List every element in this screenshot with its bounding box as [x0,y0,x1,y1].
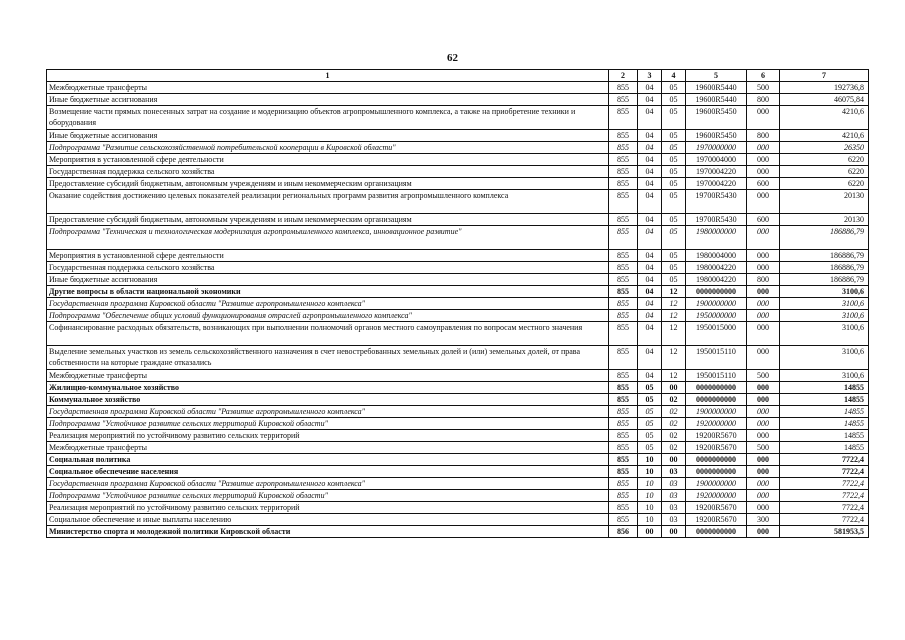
table-row [47,430,869,442]
row-ved-cell: 855 [609,130,638,142]
table-row [47,466,869,478]
row-ved-cell: 855 [609,406,638,418]
row-pr-cell: 05 [662,94,686,106]
row-csr-cell: 1950015110 [686,346,747,370]
row-name-cell: Межбюджетные трансферты [47,82,609,94]
row-rz-cell: 04 [638,262,662,274]
row-csr-cell: 0000000000 [686,394,747,406]
row-csr-cell: 1970004220 [686,178,747,190]
row-pr-cell: 05 [662,262,686,274]
header-cell: 3 [638,70,662,82]
table-row [47,418,869,430]
row-pr-cell: 12 [662,310,686,322]
row-sum-cell: 3100,6 [780,370,869,382]
row-ved-cell: 855 [609,166,638,178]
table-row [47,370,869,382]
table-row [47,154,869,166]
row-sum-cell: 14855 [780,394,869,406]
table-row [47,298,869,310]
row-csr-cell: 19600R5440 [686,82,747,94]
row-vr-cell: 000 [747,406,780,418]
row-sum-cell: 14855 [780,418,869,430]
row-ved-cell: 855 [609,142,638,154]
row-pr-cell: 12 [662,346,686,370]
row-ved-cell: 855 [609,346,638,370]
row-csr-cell: 1920000000 [686,490,747,502]
row-ved-cell: 855 [609,226,638,250]
table-row [47,346,869,370]
table-header-row [47,70,869,82]
row-pr-cell: 00 [662,382,686,394]
row-csr-cell: 1900000000 [686,406,747,418]
row-rz-cell: 04 [638,310,662,322]
row-csr-cell: 1900000000 [686,478,747,490]
row-name-cell: Социальное обеспечение населения [47,466,609,478]
row-pr-cell: 12 [662,370,686,382]
row-ved-cell: 855 [609,286,638,298]
row-name-cell: Государственная программа Кировской области "Развитие агропромышленного комплекса" [47,478,609,490]
row-rz-cell: 04 [638,322,662,346]
row-csr-cell: 19600R5450 [686,106,747,130]
row-sum-cell: 186886,79 [780,226,869,250]
row-csr-cell: 19600R5450 [686,130,747,142]
row-vr-cell: 000 [747,322,780,346]
page-number: 62 [447,52,458,64]
row-name-cell: Предоставление субсидий бюджетным, автономным учреждениям и иным некоммерческим организациям [47,214,609,226]
row-ved-cell: 855 [609,214,638,226]
row-vr-cell: 000 [747,502,780,514]
row-pr-cell: 05 [662,130,686,142]
row-csr-cell: 19200R5670 [686,442,747,454]
row-rz-cell: 05 [638,394,662,406]
row-sum-cell: 581953,5 [780,526,869,538]
row-vr-cell: 000 [747,394,780,406]
row-name-cell: Подпрограмма "Развитие сельскохозяйственной потребительской кооперации в Кировской области" [47,142,609,154]
row-ved-cell: 855 [609,430,638,442]
row-csr-cell: 19200R5670 [686,502,747,514]
row-rz-cell: 10 [638,502,662,514]
header-cell: 6 [747,70,780,82]
row-rz-cell: 04 [638,154,662,166]
row-vr-cell: 000 [747,454,780,466]
row-rz-cell: 10 [638,466,662,478]
row-vr-cell: 000 [747,418,780,430]
row-vr-cell: 000 [747,466,780,478]
row-name-cell: Межбюджетные трансферты [47,370,609,382]
row-rz-cell: 10 [638,514,662,526]
table-row [47,406,869,418]
row-sum-cell: 186886,79 [780,274,869,286]
row-name-cell: Реализация мероприятий по устойчивому развитию сельских территорий [47,430,609,442]
row-ved-cell: 855 [609,262,638,274]
row-rz-cell: 04 [638,250,662,262]
row-pr-cell: 05 [662,214,686,226]
table-row [47,286,869,298]
row-ved-cell: 855 [609,382,638,394]
row-csr-cell: 19600R5440 [686,94,747,106]
table-row [47,454,869,466]
row-vr-cell: 800 [747,274,780,286]
row-vr-cell: 500 [747,442,780,454]
row-rz-cell: 04 [638,214,662,226]
row-ved-cell: 856 [609,526,638,538]
row-sum-cell: 7722,4 [780,502,869,514]
row-csr-cell: 1980004220 [686,274,747,286]
row-name-cell: Государственная программа Кировской области "Развитие агропромышленного комплекса" [47,406,609,418]
table-row [47,310,869,322]
row-vr-cell: 000 [747,154,780,166]
row-rz-cell: 04 [638,106,662,130]
row-vr-cell: 000 [747,106,780,130]
row-rz-cell: 04 [638,142,662,154]
budget-table [46,69,869,538]
row-name-cell: Выделение земельных участков из земель сельскохозяйственного назначения в счет невостребованных земельных долей и (или) земельных долей, от права собственности на которые граждане отказались [47,346,609,370]
table-row [47,502,869,514]
row-pr-cell: 03 [662,514,686,526]
row-rz-cell: 05 [638,442,662,454]
row-name-cell: Подпрограмма "Обеспечение общих условий функционирования отраслей агропромышленного комплекса" [47,310,609,322]
row-csr-cell: 1950015000 [686,322,747,346]
row-ved-cell: 855 [609,514,638,526]
row-ved-cell: 855 [609,466,638,478]
row-rz-cell: 04 [638,190,662,214]
table-row [47,106,869,130]
table-row [47,478,869,490]
row-name-cell: Государственная программа Кировской области "Развитие агропромышленного комплекса" [47,298,609,310]
row-csr-cell: 0000000000 [686,382,747,394]
row-pr-cell: 05 [662,178,686,190]
row-vr-cell: 800 [747,130,780,142]
row-rz-cell: 05 [638,430,662,442]
row-ved-cell: 855 [609,490,638,502]
row-vr-cell: 000 [747,226,780,250]
row-vr-cell: 000 [747,430,780,442]
row-pr-cell: 02 [662,442,686,454]
row-sum-cell: 14855 [780,406,869,418]
row-name-cell: Оказание содействия достижению целевых показателей реализации региональных программ развития агропромышленного комплекса [47,190,609,214]
row-pr-cell: 12 [662,286,686,298]
row-ved-cell: 855 [609,106,638,130]
row-name-cell: Реализация мероприятий по устойчивому развитию сельских территорий [47,502,609,514]
row-csr-cell: 1950015110 [686,370,747,382]
row-pr-cell: 03 [662,490,686,502]
row-csr-cell: 1970004220 [686,166,747,178]
row-name-cell: Мероприятия в установленной сфере деятельности [47,250,609,262]
row-ved-cell: 855 [609,322,638,346]
row-sum-cell: 7722,4 [780,490,869,502]
header-cell: 1 [47,70,609,82]
row-ved-cell: 855 [609,250,638,262]
row-vr-cell: 000 [747,190,780,214]
row-name-cell: Государственная поддержка сельского хозяйства [47,166,609,178]
row-rz-cell: 05 [638,382,662,394]
row-csr-cell: 0000000000 [686,454,747,466]
row-rz-cell: 00 [638,526,662,538]
row-ved-cell: 855 [609,442,638,454]
row-rz-cell: 04 [638,94,662,106]
table-row [47,274,869,286]
table-row [47,262,869,274]
table-row [47,490,869,502]
row-sum-cell: 186886,79 [780,262,869,274]
table-row [47,190,869,214]
row-csr-cell: 0000000000 [686,466,747,478]
row-pr-cell: 02 [662,430,686,442]
row-pr-cell: 05 [662,274,686,286]
table-row [47,526,869,538]
row-csr-cell: 1980000000 [686,226,747,250]
row-vr-cell: 000 [747,286,780,298]
row-name-cell: Подпрограмма "Устойчивое развитие сельских территорий Кировской области" [47,418,609,430]
row-name-cell: Министерство спорта и молодежной политики Кировской области [47,526,609,538]
table-row [47,514,869,526]
table-row [47,382,869,394]
row-rz-cell: 04 [638,226,662,250]
row-vr-cell: 500 [747,370,780,382]
row-vr-cell: 000 [747,166,780,178]
row-pr-cell: 05 [662,154,686,166]
table-row [47,442,869,454]
header-cell: 5 [686,70,747,82]
row-pr-cell: 05 [662,166,686,178]
row-ved-cell: 855 [609,394,638,406]
row-vr-cell: 500 [747,82,780,94]
row-name-cell: Жилищно-коммунальное хозяйство [47,382,609,394]
row-vr-cell: 600 [747,178,780,190]
row-sum-cell: 26350 [780,142,869,154]
row-csr-cell: 1970004000 [686,154,747,166]
row-sum-cell: 14855 [780,430,869,442]
row-csr-cell: 1920000000 [686,418,747,430]
row-sum-cell: 46075,84 [780,94,869,106]
row-ved-cell: 855 [609,298,638,310]
row-name-cell: Государственная поддержка сельского хозяйства [47,262,609,274]
row-ved-cell: 855 [609,274,638,286]
row-vr-cell: 300 [747,514,780,526]
row-vr-cell: 000 [747,346,780,370]
row-vr-cell: 000 [747,250,780,262]
row-name-cell: Подпрограмма "Устойчивое развитие сельских территорий Кировской области" [47,490,609,502]
row-csr-cell: 19200R5670 [686,430,747,442]
row-ved-cell: 855 [609,370,638,382]
row-rz-cell: 05 [638,418,662,430]
row-pr-cell: 00 [662,454,686,466]
row-rz-cell: 04 [638,286,662,298]
row-csr-cell: 1900000000 [686,298,747,310]
row-ved-cell: 855 [609,154,638,166]
row-sum-cell: 4210,6 [780,106,869,130]
table-row [47,250,869,262]
row-vr-cell: 000 [747,526,780,538]
row-name-cell: Социальное обеспечение и иные выплаты населению [47,514,609,526]
row-rz-cell: 10 [638,490,662,502]
row-csr-cell: 19200R5670 [686,514,747,526]
row-rz-cell: 04 [638,166,662,178]
row-rz-cell: 05 [638,406,662,418]
table-row [47,322,869,346]
row-name-cell: Иные бюджетные ассигнования [47,274,609,286]
row-sum-cell: 14855 [780,382,869,394]
row-rz-cell: 04 [638,370,662,382]
table-row [47,82,869,94]
row-pr-cell: 12 [662,322,686,346]
row-ved-cell: 855 [609,94,638,106]
row-sum-cell: 4210,6 [780,130,869,142]
row-sum-cell: 20130 [780,214,869,226]
row-rz-cell: 04 [638,82,662,94]
row-rz-cell: 04 [638,178,662,190]
row-vr-cell: 000 [747,310,780,322]
row-pr-cell: 02 [662,394,686,406]
row-csr-cell: 19700R5430 [686,190,747,214]
row-rz-cell: 04 [638,130,662,142]
row-name-cell: Социальная политика [47,454,609,466]
row-name-cell: Другие вопросы в области национальной экономики [47,286,609,298]
row-sum-cell: 7722,4 [780,514,869,526]
row-sum-cell: 20130 [780,190,869,214]
row-csr-cell: 1980004000 [686,250,747,262]
row-rz-cell: 10 [638,454,662,466]
row-sum-cell: 6220 [780,178,869,190]
row-pr-cell: 03 [662,478,686,490]
row-ved-cell: 855 [609,310,638,322]
header-cell: 2 [609,70,638,82]
row-sum-cell: 14855 [780,442,869,454]
row-sum-cell: 3100,6 [780,298,869,310]
row-ved-cell: 855 [609,454,638,466]
row-pr-cell: 05 [662,250,686,262]
row-rz-cell: 04 [638,298,662,310]
row-name-cell: Подпрограмма "Техническая и технологическая модернизация агропромышленного комплекса, инновационное развитие" [47,226,609,250]
row-vr-cell: 000 [747,262,780,274]
row-name-cell: Мероприятия в установленной сфере деятельности [47,154,609,166]
row-pr-cell: 00 [662,526,686,538]
row-ved-cell: 855 [609,418,638,430]
table-row [47,142,869,154]
row-pr-cell: 12 [662,298,686,310]
row-sum-cell: 7722,4 [780,466,869,478]
row-vr-cell: 600 [747,214,780,226]
row-name-cell: Иные бюджетные ассигнования [47,130,609,142]
row-ved-cell: 855 [609,178,638,190]
row-csr-cell: 19700R5430 [686,214,747,226]
row-ved-cell: 855 [609,502,638,514]
table-row [47,394,869,406]
table-row [47,166,869,178]
table-row [47,130,869,142]
row-sum-cell: 7722,4 [780,454,869,466]
row-name-cell: Софинансирование расходных обязательств, возникающих при выполнении полномочий органов местного самоуправления по вопросам местного значения [47,322,609,346]
row-vr-cell: 800 [747,94,780,106]
row-name-cell: Предоставление субсидий бюджетным, автономным учреждениям и иным некоммерческим организациям [47,178,609,190]
row-sum-cell: 3100,6 [780,322,869,346]
table-row [47,178,869,190]
row-csr-cell: 0000000000 [686,526,747,538]
header-cell: 7 [780,70,869,82]
row-pr-cell: 05 [662,190,686,214]
row-ved-cell: 855 [609,190,638,214]
row-pr-cell: 05 [662,82,686,94]
row-csr-cell: 1970000000 [686,142,747,154]
row-sum-cell: 192736,8 [780,82,869,94]
row-sum-cell: 7722,4 [780,478,869,490]
row-sum-cell: 3100,6 [780,310,869,322]
row-rz-cell: 10 [638,478,662,490]
row-vr-cell: 000 [747,142,780,154]
row-ved-cell: 855 [609,82,638,94]
row-name-cell: Коммунальное хозяйство [47,394,609,406]
row-sum-cell: 6220 [780,154,869,166]
row-pr-cell: 02 [662,406,686,418]
row-sum-cell: 6220 [780,166,869,178]
row-csr-cell: 1950000000 [686,310,747,322]
row-pr-cell: 03 [662,502,686,514]
row-name-cell: Иные бюджетные ассигнования [47,94,609,106]
row-pr-cell: 02 [662,418,686,430]
header-cell: 4 [662,70,686,82]
row-csr-cell: 1980004220 [686,262,747,274]
row-vr-cell: 000 [747,298,780,310]
row-pr-cell: 05 [662,106,686,130]
row-vr-cell: 000 [747,490,780,502]
table-row [47,226,869,250]
table-row [47,94,869,106]
row-vr-cell: 000 [747,478,780,490]
table-row [47,214,869,226]
row-sum-cell: 186886,79 [780,250,869,262]
row-pr-cell: 05 [662,142,686,154]
row-pr-cell: 03 [662,466,686,478]
row-name-cell: Межбюджетные трансферты [47,442,609,454]
row-vr-cell: 000 [747,382,780,394]
row-name-cell: Возмещение части прямых понесенных затрат на создание и модернизацию объектов агропромышленного комплекса, а также на приобретение техники и оборудования [47,106,609,130]
row-pr-cell: 05 [662,226,686,250]
row-sum-cell: 3100,6 [780,286,869,298]
row-csr-cell: 0000000000 [686,286,747,298]
row-ved-cell: 855 [609,478,638,490]
row-rz-cell: 04 [638,346,662,370]
row-rz-cell: 04 [638,274,662,286]
row-sum-cell: 3100,6 [780,346,869,370]
